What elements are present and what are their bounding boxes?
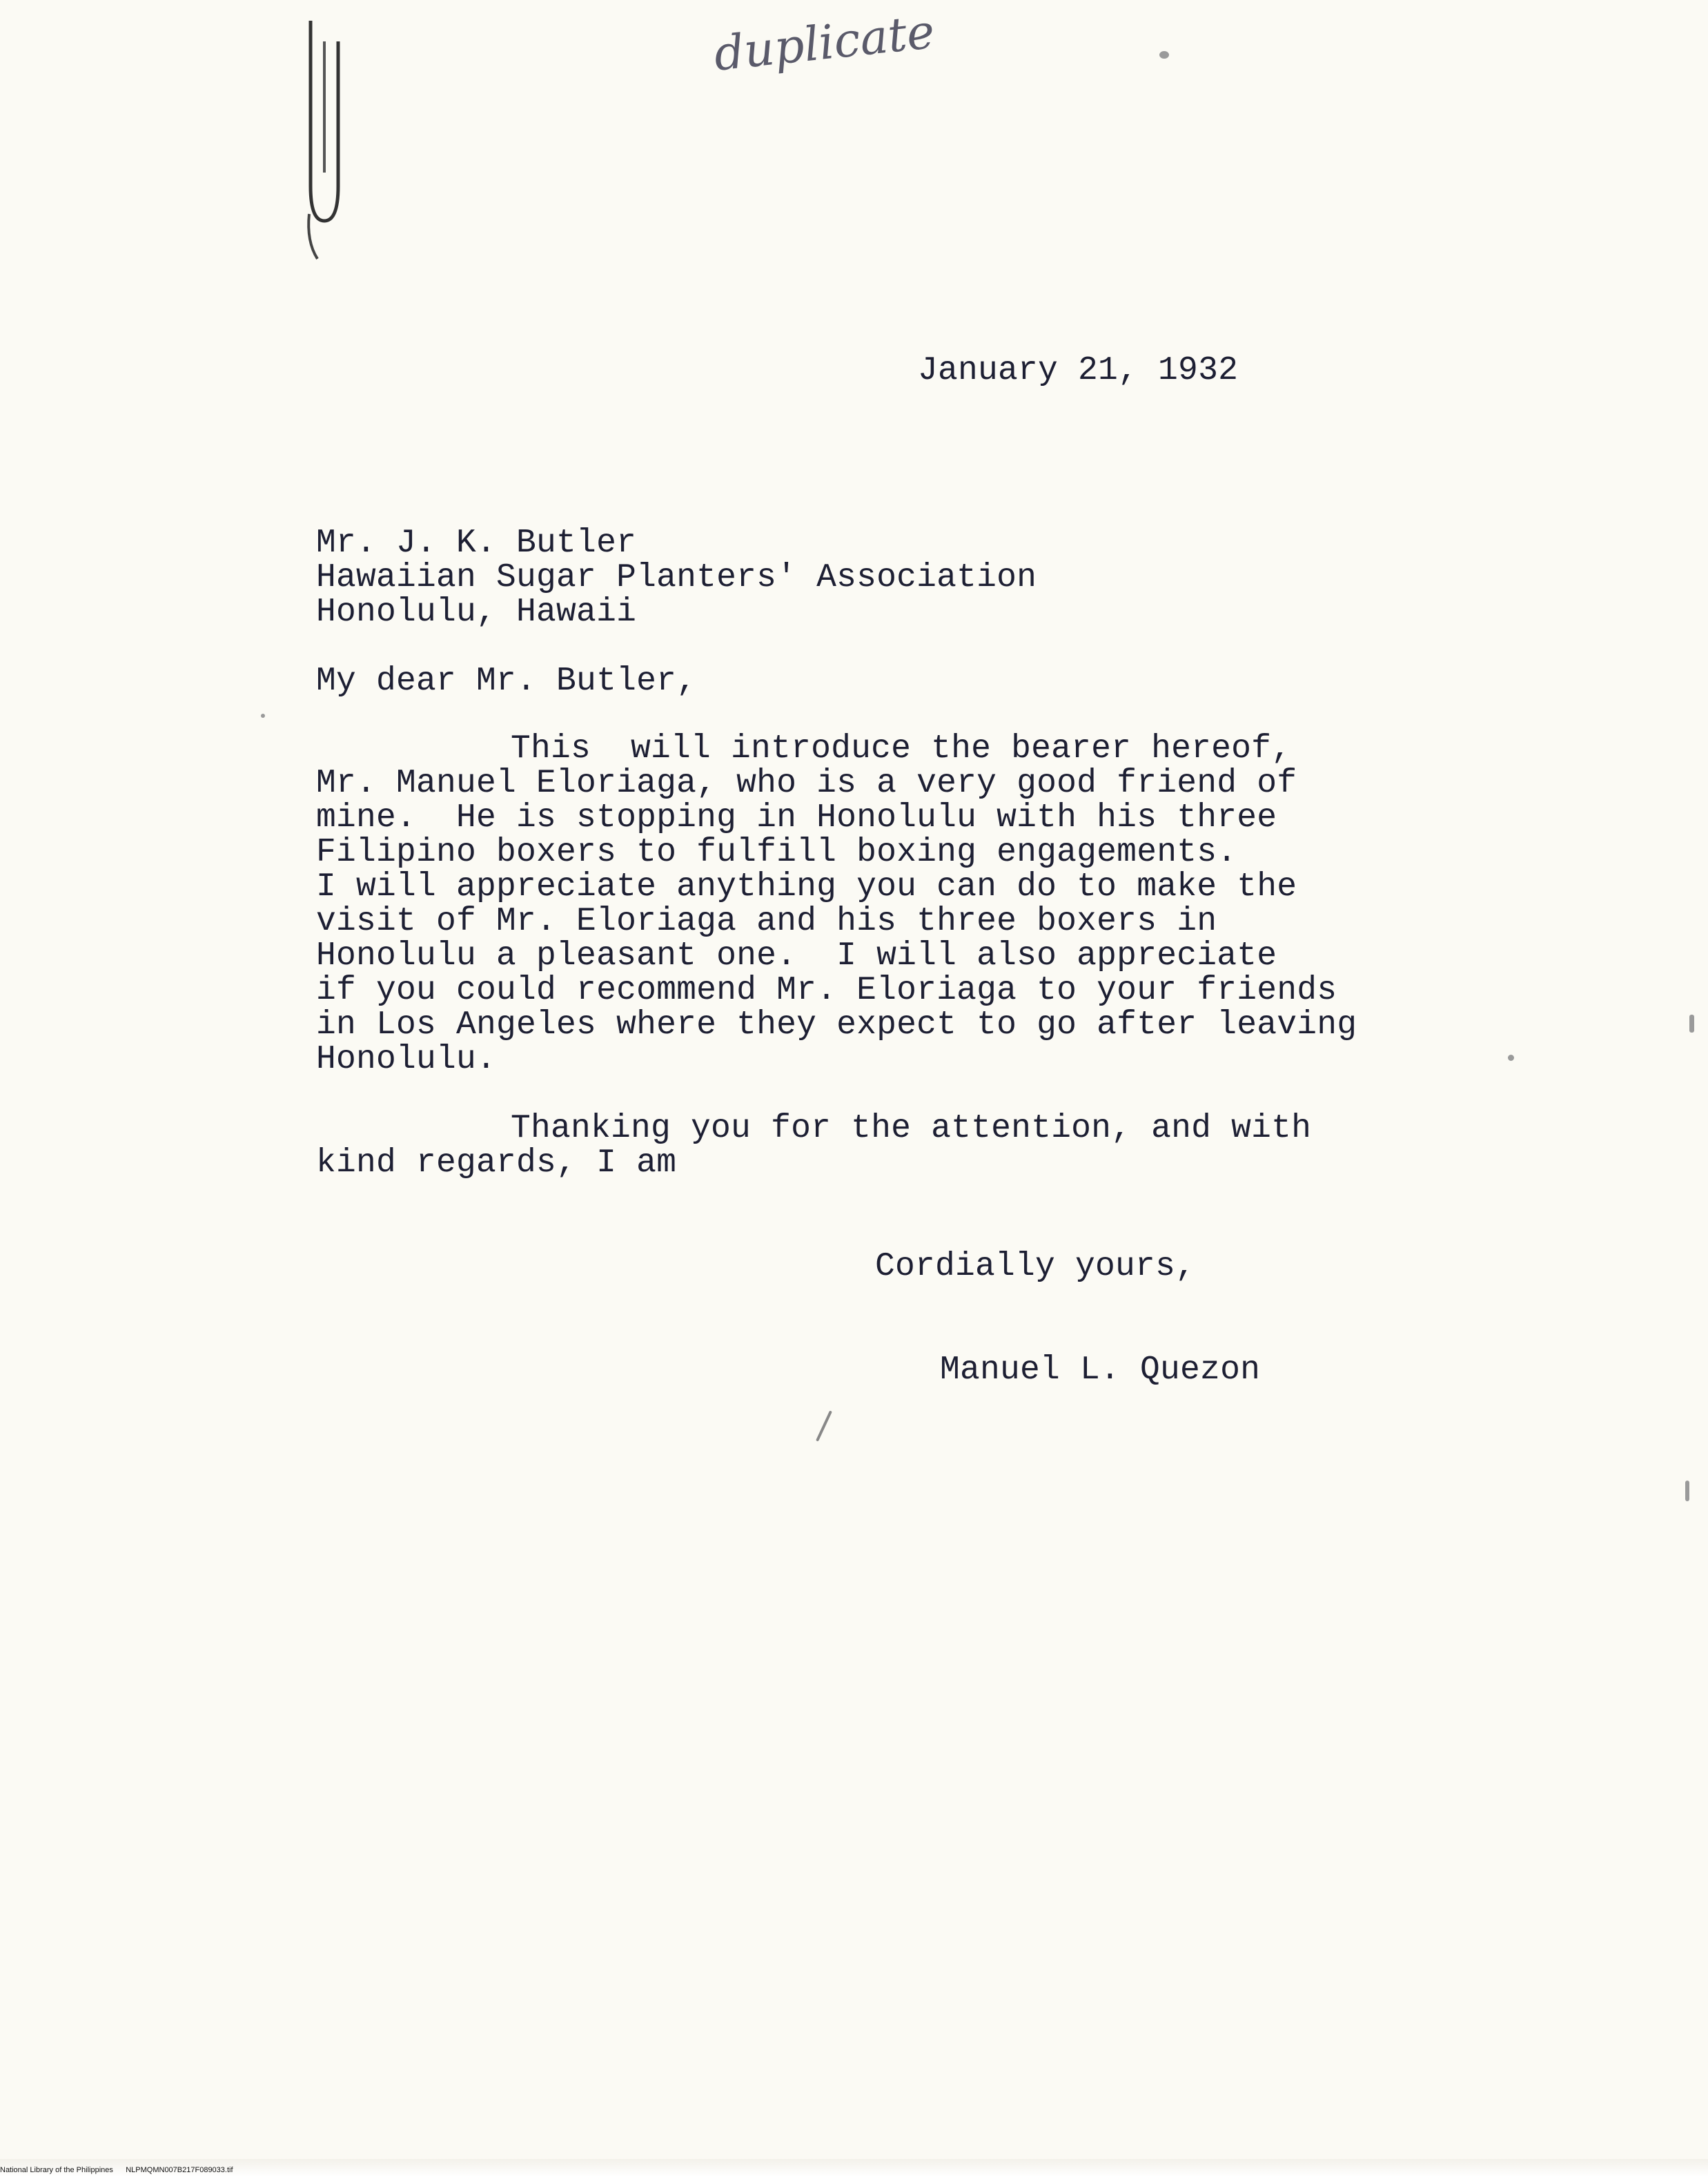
salutation: My dear Mr. Butler, bbox=[316, 663, 697, 700]
recipient-organization: Hawaiian Sugar Planters' Association bbox=[316, 559, 1037, 596]
closing: Cordially yours, bbox=[875, 1248, 1196, 1285]
paper-speck bbox=[1159, 51, 1169, 59]
paper-speck bbox=[1689, 1015, 1694, 1033]
bottom-edge bbox=[0, 2159, 1708, 2177]
handwritten-annotation: duplicate bbox=[711, 4, 937, 82]
scan-footer bbox=[0, 2166, 233, 2174]
body-line: I will appreciate anything you can do to make the bbox=[316, 868, 1297, 906]
body-line: Thanking you for the attention, and with bbox=[511, 1110, 1312, 1147]
footer-library: National Library of the Philippines bbox=[0, 2166, 113, 2174]
body-line: visit of Mr. Eloriaga and his three boxers in bbox=[316, 903, 1217, 940]
body-line: Mr. Manuel Eloriaga, who is a very good friend of bbox=[316, 765, 1297, 802]
footer-file-id: NLPMQMN007B217F089033.tif bbox=[126, 2166, 233, 2174]
body-line: in Los Angeles where they expect to go after leaving bbox=[316, 1006, 1357, 1044]
paper-mark bbox=[816, 1410, 832, 1441]
paper-speck bbox=[1508, 1055, 1514, 1061]
body-line: Honolulu a pleasant one. I will also appreciate bbox=[316, 937, 1277, 975]
recipient-location: Honolulu, Hawaii bbox=[316, 594, 637, 631]
body-line: Honolulu. bbox=[316, 1041, 497, 1078]
body-line: kind regards, I am bbox=[316, 1144, 677, 1182]
signature-block: Manuel L. Quezon bbox=[940, 1351, 1261, 1389]
paperclip-icon bbox=[290, 14, 345, 269]
body-line: Filipino boxers to fulfill boxing engagements. bbox=[316, 834, 1237, 871]
recipient-name: Mr. J. K. Butler bbox=[316, 525, 637, 562]
body-line: if you could recommend Mr. Eloriaga to your friends bbox=[316, 972, 1337, 1009]
paper-speck bbox=[261, 714, 265, 718]
body-line: This will introduce the bearer hereof, bbox=[511, 730, 1292, 768]
letter-date: January 21, 1932 bbox=[918, 352, 1239, 389]
body-line: mine. He is stopping in Honolulu with his three bbox=[316, 799, 1277, 837]
paper-speck bbox=[1685, 1481, 1689, 1501]
